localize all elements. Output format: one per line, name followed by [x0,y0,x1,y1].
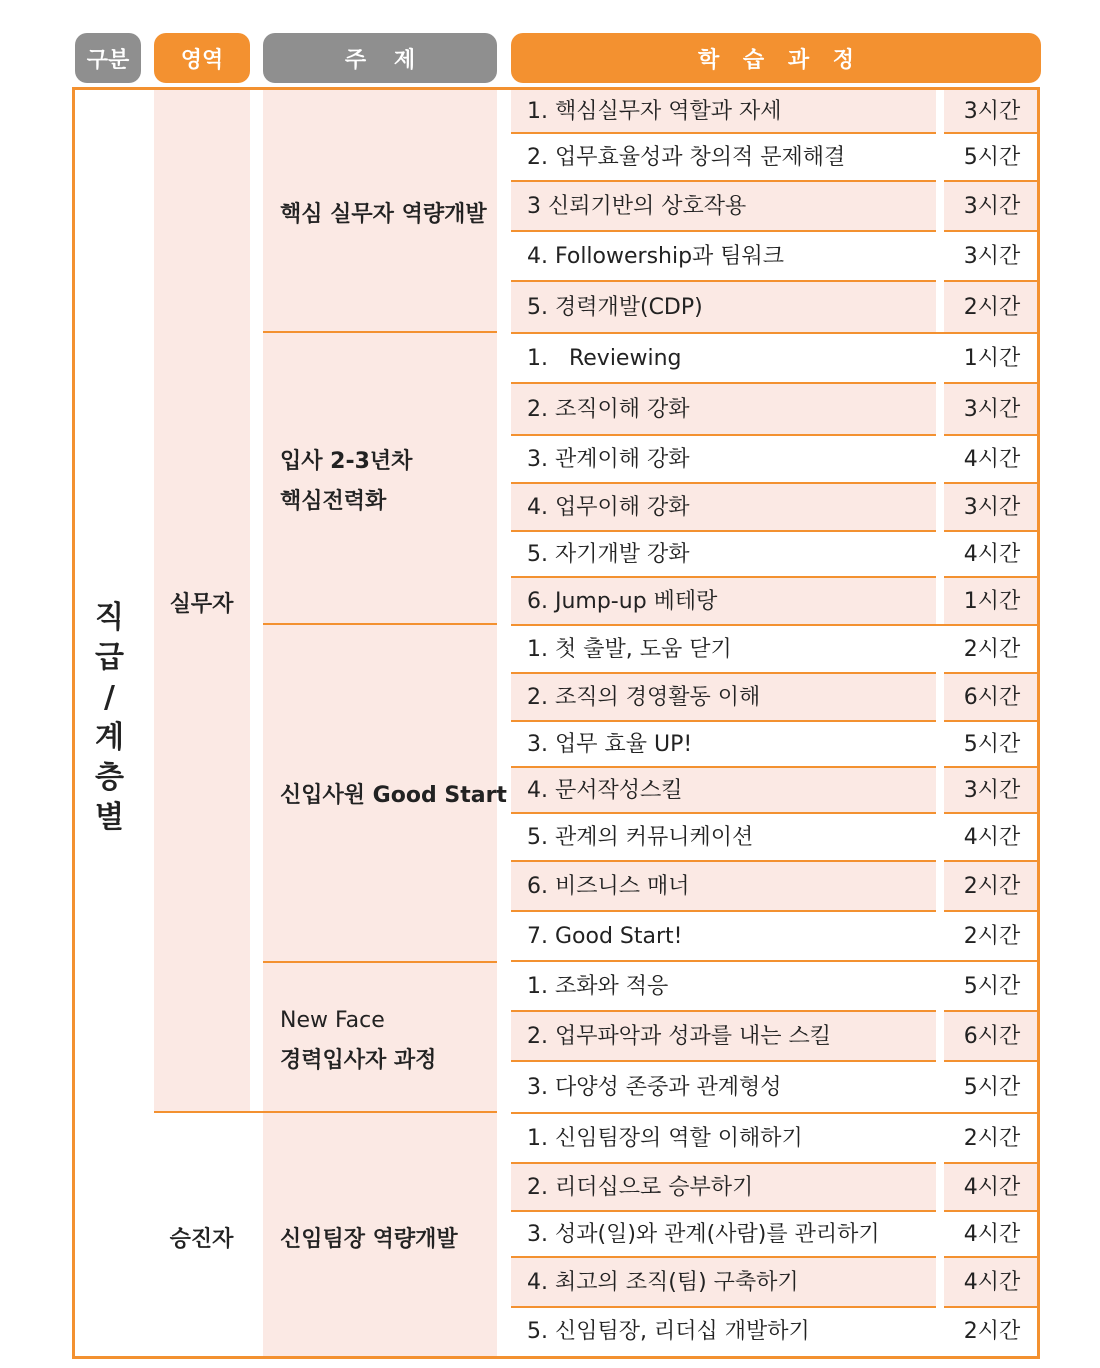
theme-line: 신입사원 Good Start [280,783,507,808]
theme-label [280,197,487,228]
header-area: 영역 [154,33,250,83]
course-title: 1. 조화와 적응 [527,974,669,999]
course-title: 2. 업무효율성과 창의적 문제해결 [527,145,846,170]
course-hours: 4시간 [963,1270,1021,1295]
course-hours: 6시간 [963,685,1021,710]
category-char: 별 [95,800,124,835]
course-hours: 2시간 [963,924,1021,949]
category-char: 직 [95,600,124,635]
course-hours: 4시간 [963,542,1021,567]
course-hours: 1시간 [963,589,1021,614]
course-hours: 3시간 [963,778,1021,803]
course-title: 2. 업무파악과 성과를 내는 스킬 [527,1024,831,1049]
theme-column-bg [263,90,497,1356]
course-hours: 6시간 [963,1024,1021,1049]
category-char: / [104,680,115,715]
theme-separator [263,961,497,963]
course-title: 6. 비즈니스 매너 [527,874,690,899]
course-title: 4. 문서작성스킬 [527,778,683,803]
course-hours: 3시간 [963,397,1021,422]
course-title: 2. 조직의 경영활동 이해 [527,685,761,710]
course-hours: 2시간 [963,1126,1021,1151]
area-label: 승진자 [169,1227,234,1252]
course-hours: 2시간 [963,637,1021,662]
course-title: 1. 핵심실무자 역할과 자세 [527,99,782,124]
course-hours: 4시간 [963,1175,1021,1200]
theme-line: 신임팀장 역량개발 [280,1227,458,1252]
course-title: 3. 다양성 존중과 관계형성 [527,1075,782,1100]
category-char: 계 [95,720,124,755]
category-char: 급 [95,640,124,675]
course-title: 3. 성과(일)와 관계(사람)를 관리하기 [527,1222,880,1247]
course-hours: 5시간 [963,974,1021,999]
theme-separator [263,331,497,333]
course-title: 6. Jump-up 베테랑 [527,589,718,614]
theme-line: 핵심전력화 [280,489,387,514]
course-title: 2. 조직이해 강화 [527,397,690,422]
theme-line: 핵심 실무자 역량개발 [280,202,487,227]
course-hours: 5시간 [963,732,1021,757]
course-title: 3 신뢰기반의 상호작용 [527,194,747,219]
category-char: 층 [95,760,124,795]
course-hours: 5시간 [963,1075,1021,1100]
header-course: 학 습 과 정 [511,33,1041,83]
theme-label [280,1222,458,1253]
course-hours: 5시간 [963,145,1021,170]
theme-label [280,442,412,522]
header-category: 구분 [75,33,141,83]
course-hours: 3시간 [963,244,1021,269]
course-title: 1. 신임팀장의 역할 이해하기 [527,1126,803,1151]
course-hours: 1시간 [963,346,1021,371]
theme-separator [263,623,497,625]
course-hours: 2시간 [963,1319,1021,1344]
course-title: 4. Followership과 팀워크 [527,244,785,269]
area-separator [154,1111,497,1113]
theme-label [280,1001,436,1081]
theme-label [280,778,507,809]
course-title: 3. 관계이해 강화 [527,447,690,472]
theme-line: New Face [280,1008,385,1033]
course-title: 3. 업무 효율 UP! [527,732,693,757]
course-hours: 2시간 [963,874,1021,899]
course-title: 5. 경력개발(CDP) [527,295,703,320]
course-hours: 3시간 [963,495,1021,520]
header-theme: 주 제 [263,33,497,83]
theme-line: 입사 2-3년차 [280,449,413,474]
course-hours: 3시간 [963,99,1021,124]
course-title: 1. 첫 출발, 도움 닫기 [527,637,732,662]
area-label: 실무자 [169,592,234,617]
course-title: 5. 관계의 커뮤니케이션 [527,825,754,850]
category-label [87,598,132,838]
course-hours: 2시간 [963,295,1021,320]
course-hours: 4시간 [963,447,1021,472]
course-title: 5. 신임팀장, 리더십 개발하기 [527,1319,810,1344]
course-title: 5. 자기개발 강화 [527,542,690,567]
course-hours: 4시간 [963,825,1021,850]
course-title: 2. 리더십으로 승부하기 [527,1175,754,1200]
course-title: 1. Reviewing [527,346,682,371]
course-title: 4. 최고의 조직(팀) 구축하기 [527,1270,799,1295]
theme-line: 경력입사자 과정 [280,1048,437,1073]
course-hours: 3시간 [963,194,1021,219]
course-title: 4. 업무이해 강화 [527,495,690,520]
course-hours: 4시간 [963,1222,1021,1247]
course-title: 7. Good Start! [527,924,683,949]
